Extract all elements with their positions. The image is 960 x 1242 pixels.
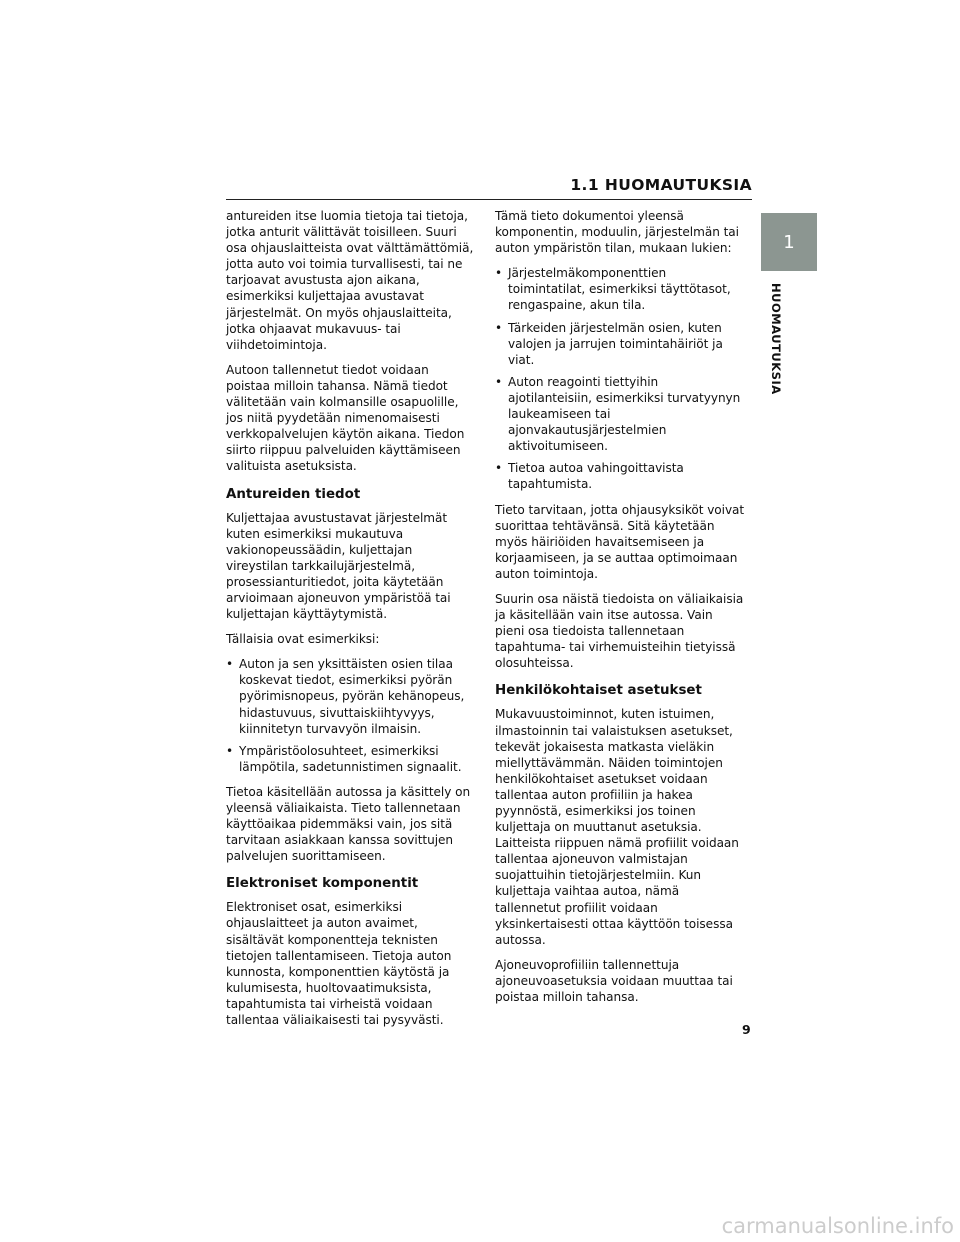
chapter-side-label: HUOMAUTUKSIA [769, 283, 783, 395]
bullet-icon: • [495, 461, 503, 476]
paragraph: antureiden itse luomia tietoja tai tietoja, jotka anturit välittävät toisilleen. Suuri osa ohjauslaitteista ovat välttämättömiä, jotta auto voi toimia turvallisesti, tai ne tarjoavat avustusta ajon aikana, esimerkiksi kuljettajaa avustavat järjestelmät. On myös ohjauslaitteita, jotka ohjaavat mukavuus- tai viihdetoimintoja. [226, 209, 474, 352]
chapter-number: 1 [783, 231, 795, 253]
paragraph: Tieto tarvitaan, jotta ohjausyksiköt voivat suorittaa tehtävänsä. Sitä käytetään myös häiriöiden havaitsemiseen ja korjaamiseen, ja se auttaa optimoimaan auton toimintoja. [495, 502, 745, 581]
watermark: carmanualsonline.info [721, 1214, 954, 1238]
paragraph: Suurin osa näistä tiedoista on väliaikaisia ja käsitellään vain itse autossa. Vain pieni osa tiedoista tallennetaan tapahtuma- tai virhemuisteihin tietyissä olosuhteissa. [495, 591, 744, 671]
right-column [495, 208, 745, 1014]
list-item [495, 460, 745, 492]
list-item [495, 320, 745, 368]
section-title: 1.1 HUOMAUTUKSIA [570, 176, 752, 194]
list-item-text: Auton reagointi tiettyihin ajotilanteisiin, esimerkiksi turvatyynyn laukeamiseen tai ajonvakautusjärjestelmien aktivoitumiseen. [508, 374, 741, 454]
list-item [495, 265, 745, 313]
paragraph: Kuljettajaa avustustavat järjestelmät kuten esimerkiksi mukautuva vakionopeussäädin, kuljettajan vireystilan tarkkailujärjestelmä, prosessianturitiedot, joita käytetään arvioimaan ajoneuvon ympäristöä tai kuljettajan käyttäytymistä. [226, 510, 451, 622]
page-number: 9 [742, 1022, 751, 1037]
list-item [226, 743, 476, 775]
list-item-text: Ympäristöolosuhteet, esimerkiksi lämpötila, sadetunnistimen signaalit. [239, 743, 462, 774]
paragraph: Ajoneuvoprofiiliin tallennettuja ajoneuvoasetuksia voidaan muuttaa tai poistaa milloin tahansa. [495, 957, 733, 1005]
subheading-sensor-data: Antureiden tiedot [226, 486, 361, 502]
paragraph: Tämä tieto dokumentoi yleensä komponentin, moduulin, järjestelmän tai auton ympäristön tilan, mukaan lukien: [495, 209, 739, 256]
bullet-list [226, 656, 476, 775]
paragraph: Elektroniset osat, esimerkiksi ohjauslaitteet ja auton avaimet, sisältävät komponentteja teknisten tietojen tallentamiseen. Tietoja auton kunnosta, komponenttien käytöstä ja kulumisesta, huoltovaatimuksista, tapahtumista tai virheistä voidaan tallentaa väliaikaisesti tai pysyvästi. [226, 900, 452, 1028]
paragraph: Mukavuustoiminnot, kuten istuimen, ilmastoinnin tai valaistuksen asetukset, tekevät jokaisesta matkasta vieläkin miellyttävämmän. Näiden toimintojen henkilökohtaiset asetukset voidaan tallentaa auton profiiliin ja hakea pyynnöstä, esimerkiksi jos toinen kuljettaja on muuttanut asetuksia. Laitteista riippuen nämä profiilit voidaan tallentaa ajoneuvon valmistajan suojattuihin tietojärjestelmiin. Kun kuljettaja vaihtaa autoa, nämä tallennetut profiilit voidaan yksinkertaisesti ottaa käyttöön toisessa autossa. [495, 707, 739, 947]
list-item-text: Tietoa autoa vahingoittavista tapahtumista. [508, 461, 684, 492]
paragraph: Autoon tallennetut tiedot voidaan poistaa milloin tahansa. Nämä tiedot välitetään vain kolmansille osapuolille, jos niitä pyydetään nimenomaisesti verkkopalvelujen käytön aikana. Tiedon siirto riippuu palveluiden käyttämiseen valituista asetuksista. [226, 362, 465, 474]
list-item [226, 656, 476, 736]
bullet-icon: • [226, 657, 234, 672]
paragraph: Tällaisia ovat esimerkiksi: [226, 632, 380, 647]
paragraph: Tietoa käsitellään autossa ja käsittely on yleensä väliaikaista. Tieto tallennetaan käyttöaikaa pidemmäksi vain, jos sitä tarvitaan asiakkaan kanssa sovittujen palvelujen suorittamiseen. [226, 784, 471, 864]
bullet-icon: • [226, 743, 234, 758]
chapter-tab [761, 213, 817, 271]
bullet-icon: • [495, 320, 503, 335]
bullet-list [495, 265, 745, 492]
bullet-icon: • [495, 374, 503, 389]
header-divider [226, 199, 752, 200]
left-column [226, 208, 476, 1037]
list-item [495, 374, 745, 454]
subheading-electronic-components: Elektroniset komponentit [226, 876, 419, 892]
list-item-text: Tärkeiden järjestelmän osien, kuten valojen ja jarrujen toimintahäiriöt ja viat. [508, 320, 723, 367]
subheading-personal-settings: Henkilökohtaiset asetukset [495, 683, 702, 699]
bullet-icon: • [495, 266, 503, 281]
list-item-text: Järjestelmäkomponenttien toimintatilat, esimerkiksi täyttötasot, rengaspaine, akun tila. [508, 266, 731, 313]
list-item-text: Auton ja sen yksittäisten osien tilaa koskevat tiedot, esimerkiksi pyörän pyörimisnopeus, pyörän kehänopeus, hidastuvuus, sivuttaiskiihtyvyys, kiinnitetyn turvavyön ilmaisin. [239, 657, 465, 736]
